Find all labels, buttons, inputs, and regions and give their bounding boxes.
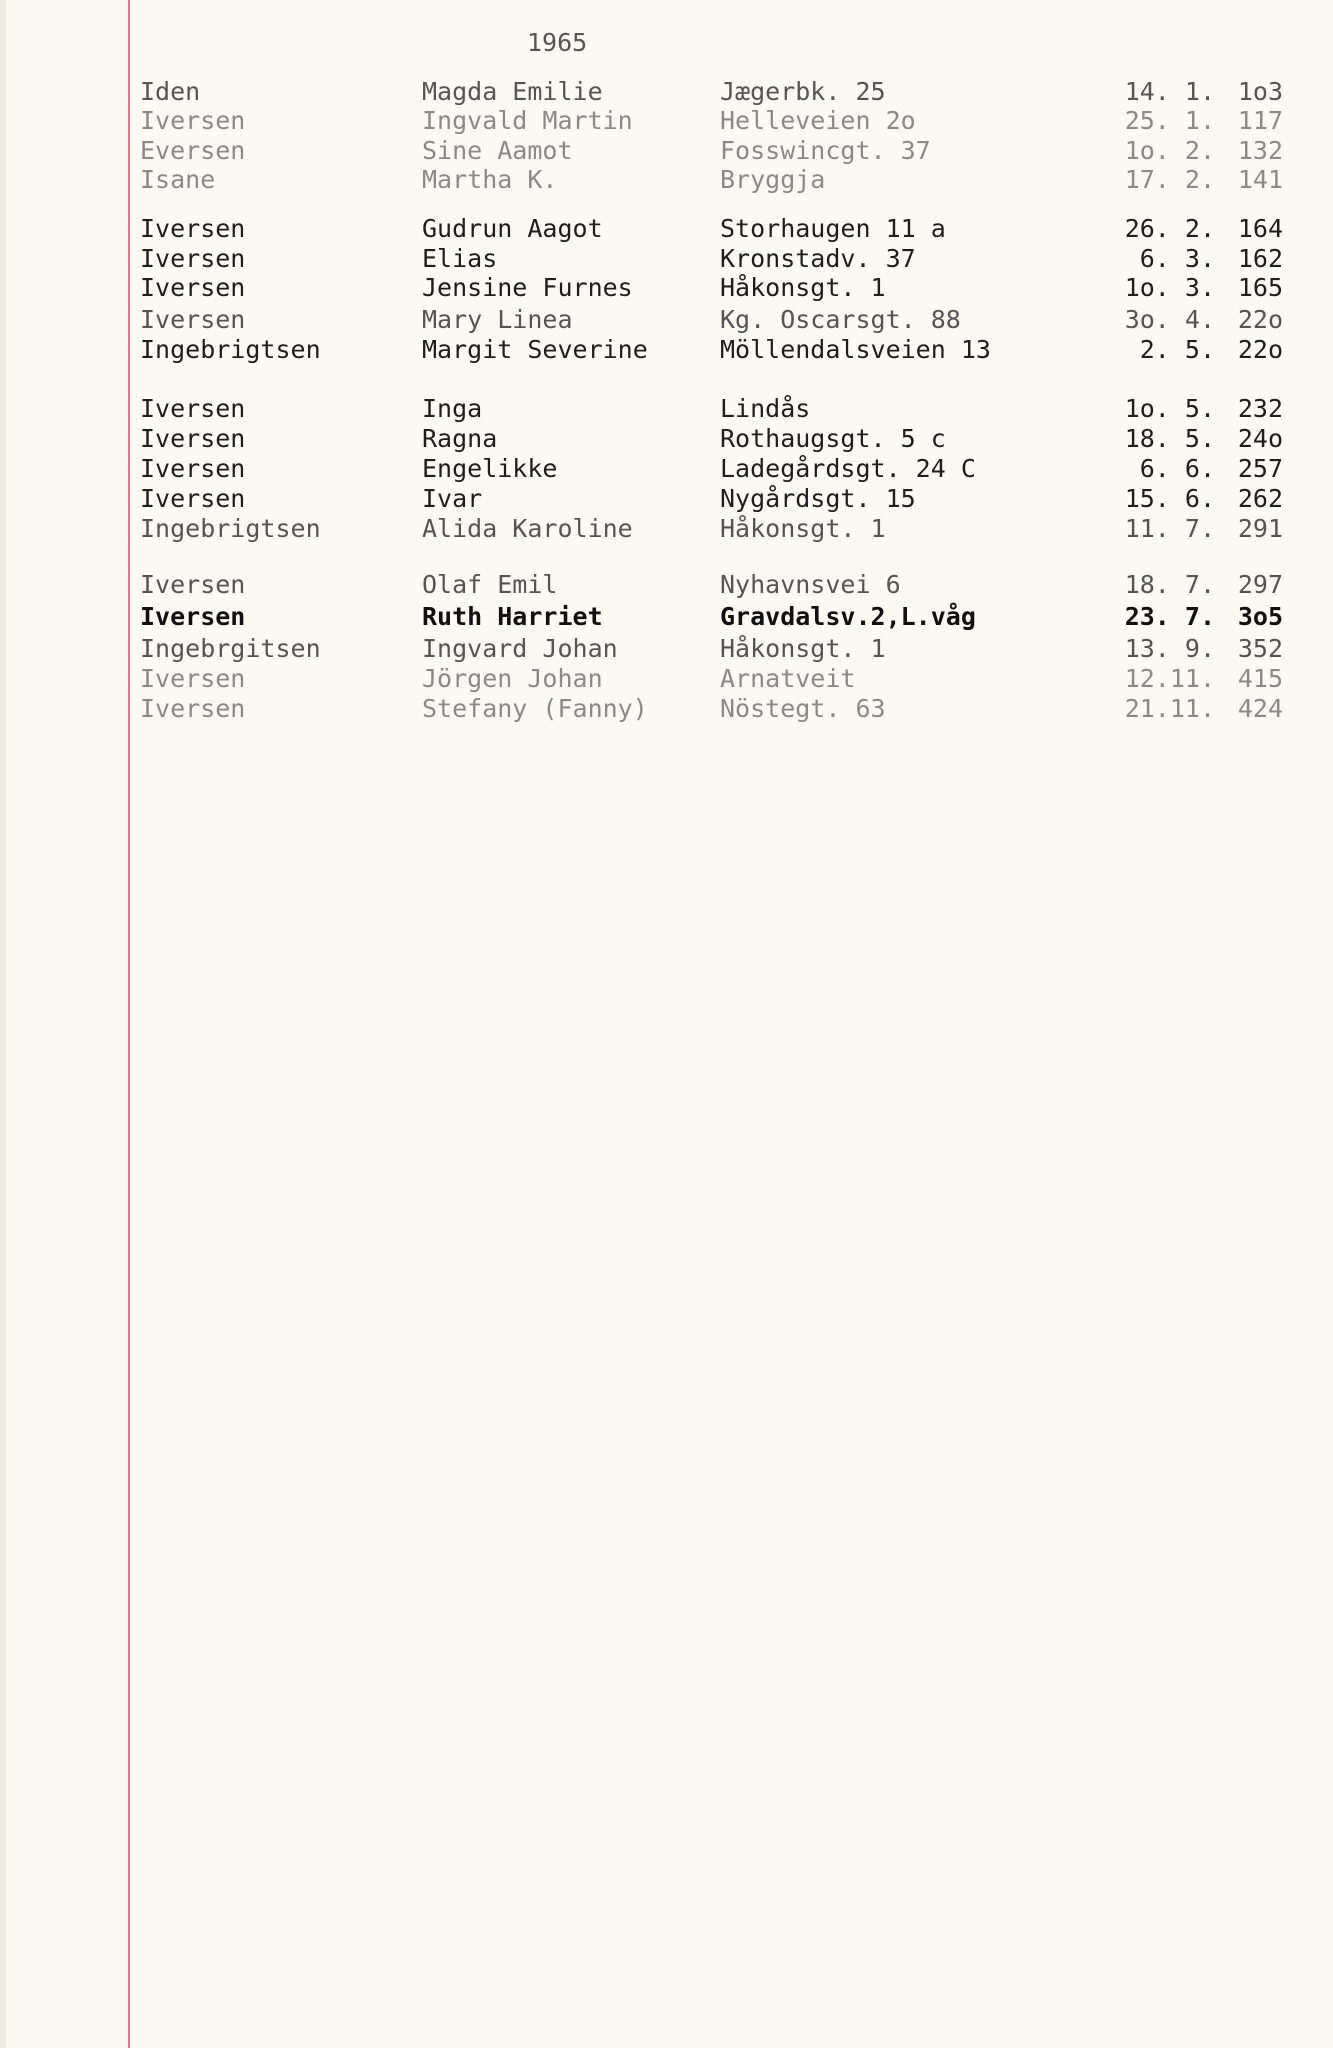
address: Helleveien 2o bbox=[720, 106, 916, 135]
entry-number: 424 bbox=[1237, 694, 1283, 723]
register-entry bbox=[0, 106, 1333, 136]
entry-number: 132 bbox=[1237, 136, 1283, 165]
surname: Iversen bbox=[140, 602, 246, 631]
given-name: Sine Aamot bbox=[422, 136, 573, 165]
surname: Iversen bbox=[140, 570, 246, 599]
address: Ladegårdsgt. 24 C bbox=[720, 454, 976, 483]
given-name: Olaf Emil bbox=[422, 570, 558, 599]
register-entry bbox=[0, 165, 1333, 195]
entry-number: 291 bbox=[1237, 514, 1283, 543]
register-entry bbox=[0, 273, 1333, 303]
given-name: Jensine Furnes bbox=[422, 273, 633, 302]
date: 6. 3. bbox=[1139, 244, 1215, 273]
register-entry bbox=[0, 244, 1333, 274]
given-name: Elias bbox=[422, 244, 498, 273]
given-name: Jörgen Johan bbox=[422, 664, 603, 693]
register-entry bbox=[0, 514, 1333, 544]
entry-number: 415 bbox=[1237, 664, 1283, 693]
entry-number: 1o3 bbox=[1237, 77, 1283, 106]
address: Bryggja bbox=[720, 165, 826, 194]
given-name: Engelikke bbox=[422, 454, 558, 483]
register-entry bbox=[0, 694, 1333, 724]
address: Arnatveit bbox=[720, 664, 856, 693]
address: Kronstadv. 37 bbox=[720, 244, 916, 273]
surname: Iversen bbox=[140, 694, 246, 723]
given-name: Ingvald Martin bbox=[422, 106, 633, 135]
surname: Iversen bbox=[140, 484, 246, 513]
given-name: Inga bbox=[422, 394, 483, 423]
surname: Iversen bbox=[140, 424, 246, 453]
register-entry bbox=[0, 664, 1333, 694]
date: 15. 6. bbox=[1124, 484, 1215, 513]
address: Storhaugen 11 a bbox=[720, 214, 946, 243]
date: 1o. 5. bbox=[1124, 394, 1215, 423]
surname: Iden bbox=[140, 77, 201, 106]
date: 11. 7. bbox=[1124, 514, 1215, 543]
address: Nyhavnsvei 6 bbox=[720, 570, 901, 599]
address: Håkonsgt. 1 bbox=[720, 514, 886, 543]
date: 13. 9. bbox=[1124, 634, 1215, 663]
register-entry bbox=[0, 602, 1333, 632]
date: 3o. 4. bbox=[1124, 305, 1215, 334]
surname: Iversen bbox=[140, 273, 246, 302]
surname: Iversen bbox=[140, 305, 246, 334]
surname: Ingebrigtsen bbox=[140, 335, 321, 364]
entry-number: 117 bbox=[1237, 106, 1283, 135]
address: Håkonsgt. 1 bbox=[720, 273, 886, 302]
entry-number: 162 bbox=[1237, 244, 1283, 273]
register-entry bbox=[0, 484, 1333, 514]
address: Gravdalsv.2,L.våg bbox=[720, 602, 976, 631]
surname: Iversen bbox=[140, 394, 246, 423]
address: Nygårdsgt. 15 bbox=[720, 484, 916, 513]
entry-number: 22o bbox=[1237, 305, 1283, 334]
date: 17. 2. bbox=[1124, 165, 1215, 194]
surname: Iversen bbox=[140, 664, 246, 693]
address: Fosswincgt. 37 bbox=[720, 136, 931, 165]
register-entry bbox=[0, 305, 1333, 335]
entry-number: 24o bbox=[1237, 424, 1283, 453]
given-name: Magda Emilie bbox=[422, 77, 603, 106]
address: Nöstegt. 63 bbox=[720, 694, 886, 723]
entry-number: 164 bbox=[1237, 214, 1283, 243]
register-entry bbox=[0, 77, 1333, 107]
register-entry bbox=[0, 454, 1333, 484]
surname: Iversen bbox=[140, 454, 246, 483]
surname: Isane bbox=[140, 165, 216, 194]
given-name: Margit Severine bbox=[422, 335, 648, 364]
address: Håkonsgt. 1 bbox=[720, 634, 886, 663]
date: 18. 5. bbox=[1124, 424, 1215, 453]
entry-number: 141 bbox=[1237, 165, 1283, 194]
given-name: Gudrun Aagot bbox=[422, 214, 603, 243]
date: 26. 2. bbox=[1124, 214, 1215, 243]
surname: Iversen bbox=[140, 106, 246, 135]
given-name: Martha K. bbox=[422, 165, 558, 194]
date: 14. 1. bbox=[1124, 77, 1215, 106]
register-entry bbox=[0, 424, 1333, 454]
given-name: Alida Karoline bbox=[422, 514, 633, 543]
address: Möllendalsveien 13 bbox=[720, 335, 991, 364]
page-year: 1965 bbox=[527, 28, 588, 57]
surname: Iversen bbox=[140, 214, 246, 243]
given-name: Mary Linea bbox=[422, 305, 573, 334]
entry-number: 22o bbox=[1237, 335, 1283, 364]
surname: Iversen bbox=[140, 244, 246, 273]
entry-number: 232 bbox=[1237, 394, 1283, 423]
date: 1o. 3. bbox=[1124, 273, 1215, 302]
register-entry bbox=[0, 214, 1333, 244]
register-entry bbox=[0, 335, 1333, 365]
address: Lindås bbox=[720, 394, 811, 423]
register-entry bbox=[0, 570, 1333, 600]
surname: Ingebrgitsen bbox=[140, 634, 321, 663]
entry-number: 165 bbox=[1237, 273, 1283, 302]
surname: Ingebrigtsen bbox=[140, 514, 321, 543]
date: 25. 1. bbox=[1124, 106, 1215, 135]
date: 1o. 2. bbox=[1124, 136, 1215, 165]
register-entry bbox=[0, 634, 1333, 664]
date: 2. 5. bbox=[1139, 335, 1215, 364]
address: Jægerbk. 25 bbox=[720, 77, 886, 106]
entry-number: 3o5 bbox=[1237, 602, 1283, 631]
given-name: Ruth Harriet bbox=[422, 602, 603, 631]
register-entry bbox=[0, 136, 1333, 166]
entry-number: 262 bbox=[1237, 484, 1283, 513]
address: Kg. Oscarsgt. 88 bbox=[720, 305, 961, 334]
given-name: Ivar bbox=[422, 484, 483, 513]
given-name: Ragna bbox=[422, 424, 498, 453]
entry-number: 257 bbox=[1237, 454, 1283, 483]
surname: Eversen bbox=[140, 136, 246, 165]
entry-number: 297 bbox=[1237, 570, 1283, 599]
date: 6. 6. bbox=[1139, 454, 1215, 483]
register-entry bbox=[0, 394, 1333, 424]
date: 12.11. bbox=[1124, 664, 1215, 693]
address: Rothaugsgt. 5 c bbox=[720, 424, 946, 453]
given-name: Stefany (Fanny) bbox=[422, 694, 648, 723]
date: 21.11. bbox=[1124, 694, 1215, 723]
entry-number: 352 bbox=[1237, 634, 1283, 663]
date: 18. 7. bbox=[1124, 570, 1215, 599]
date: 23. 7. bbox=[1124, 602, 1215, 631]
given-name: Ingvard Johan bbox=[422, 634, 618, 663]
